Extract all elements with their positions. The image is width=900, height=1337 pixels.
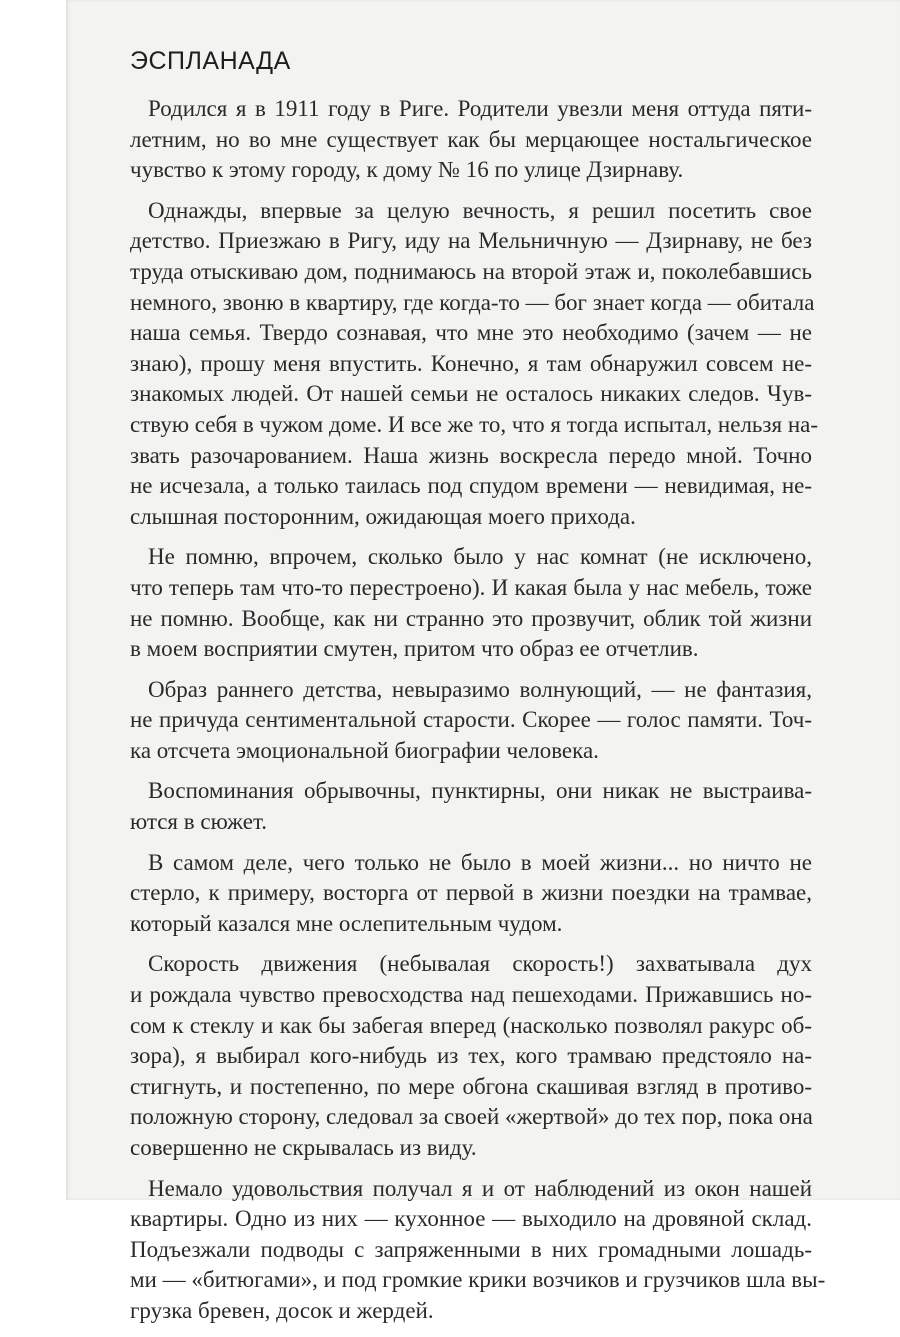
text-line: не помню. Вообще, как ни странно это прозвучит, облик той жизни: [130, 605, 812, 631]
text-line: Немало удовольствия получал я и от наблюдений из окон нашей: [148, 1175, 812, 1201]
text-line: Воспоминания обрывочны, пунктирны, они никак не выстраива-: [148, 778, 812, 804]
text-line: не исчезала, а только таилась под спудом времени — невидимая, не-: [130, 473, 812, 499]
text-line: что теперь там что-то перестроено). И какая была у нас мебель, тоже: [130, 574, 812, 600]
paragraph: [130, 542, 812, 664]
text-line: квартиры. Одно из них — кухонное — выходило на дровяной склад.: [130, 1206, 812, 1232]
text-line: зора), я выбирал кого-нибудь из тех, кого трамваю предстояло на-: [130, 1043, 812, 1069]
text-line: детство. Приезжаю в Ригу, иду на Мельничную — Дзирнаву, не без: [130, 228, 812, 254]
text-line: звать разочарованием. Наша жизнь воскресла передо мной. Точно: [130, 442, 812, 468]
paragraph: [130, 94, 812, 186]
text-line: В самом деле, чего только не было в моей жизни... но ничто не: [148, 849, 812, 875]
text-line: немного, звоню в квартиру, где когда-то — бог знает когда — обитала: [130, 289, 815, 315]
text-line: Подъезжали подводы с запряженными в них громадными лошадь-: [130, 1236, 812, 1262]
paragraph: [130, 848, 812, 940]
paragraphs: [130, 94, 826, 1327]
text-line: стигнуть, и постепенно, по мере обгона скашивая взгляд в противо-: [130, 1073, 812, 1099]
text-line: положную сторону, следовал за своей «жертвой» до тех пор, пока она: [130, 1104, 813, 1130]
text-line: ка отсчета эмоциональной биографии человека.: [130, 737, 599, 763]
text-line: Не помню, впрочем, сколько было у нас комнат (не исключено,: [148, 544, 812, 570]
text-line: грузка бревен, досок и жердей.: [130, 1297, 434, 1323]
text-line: ются в сюжет.: [130, 809, 268, 835]
text-line: Образ раннего детства, невыразимо волнующий, — не фантазия,: [148, 676, 812, 702]
paragraph: [130, 949, 812, 1163]
text-line: в моем восприятии смутен, притом что образ ее отчетлив.: [130, 636, 699, 662]
text-line: чувство к этому городу, к дому № 16 по улице Дзирнаву.: [130, 157, 684, 183]
text-line: знаю), прошу меня впустить. Конечно, я там обнаружил совсем не-: [130, 350, 812, 376]
text-line: не причуда сентиментальной старости. Скорее — голос памяти. Точ-: [130, 707, 812, 733]
paragraph: [130, 196, 819, 533]
chapter-heading: ЭСПЛАНАДА: [130, 47, 291, 75]
text-line: Однажды, впервые за целую вечность, я решил посетить свое: [148, 197, 812, 223]
text-line: труда отыскиваю дом, поднимаюсь на второй этаж и, поколебавшись: [130, 258, 812, 284]
text-line: слышная посторонним, ожидающая моего прихода.: [130, 503, 636, 529]
paragraph: [130, 776, 812, 837]
text-line: совершенно не скрывалась из виду.: [130, 1135, 477, 1160]
text-line: наша семья. Твердо сознавая, что мне это необходимо (зачем — не: [130, 320, 812, 346]
text-line: Скорость движения (небывалая скорость!) захватывала дух: [148, 951, 812, 977]
text-line: ми — «битюгами», и под громкие крики возчиков и грузчиков шла вы-: [130, 1267, 826, 1293]
text-line: и рождала чувство превосходства над пешеходами. Прижавшись но-: [130, 982, 812, 1008]
text-line: Родился я в 1911 году в Риге. Родители увезли меня оттуда пяти-: [148, 96, 812, 121]
text-line: который казался мне ослепительным чудом.: [130, 910, 563, 936]
text-line: ствую себя в чужом доме. И все же то, что я тогда испытал, нельзя на-: [130, 411, 819, 437]
text-line: знакомых людей. От нашей семьи не осталось никаких следов. Чув-: [130, 381, 812, 407]
paragraph: [130, 675, 812, 767]
text-line: летним, но во мне существует как бы мерцающее ностальгическое: [130, 126, 812, 152]
text-line: сом к стеклу и как бы забегая вперед (насколько позволял ракурс об-: [130, 1012, 812, 1038]
text-line: стерло, к примеру, восторга от первой в жизни поездки на трамвае,: [130, 880, 812, 906]
page-text: [130, 46, 826, 1337]
paragraph: [130, 1174, 826, 1327]
